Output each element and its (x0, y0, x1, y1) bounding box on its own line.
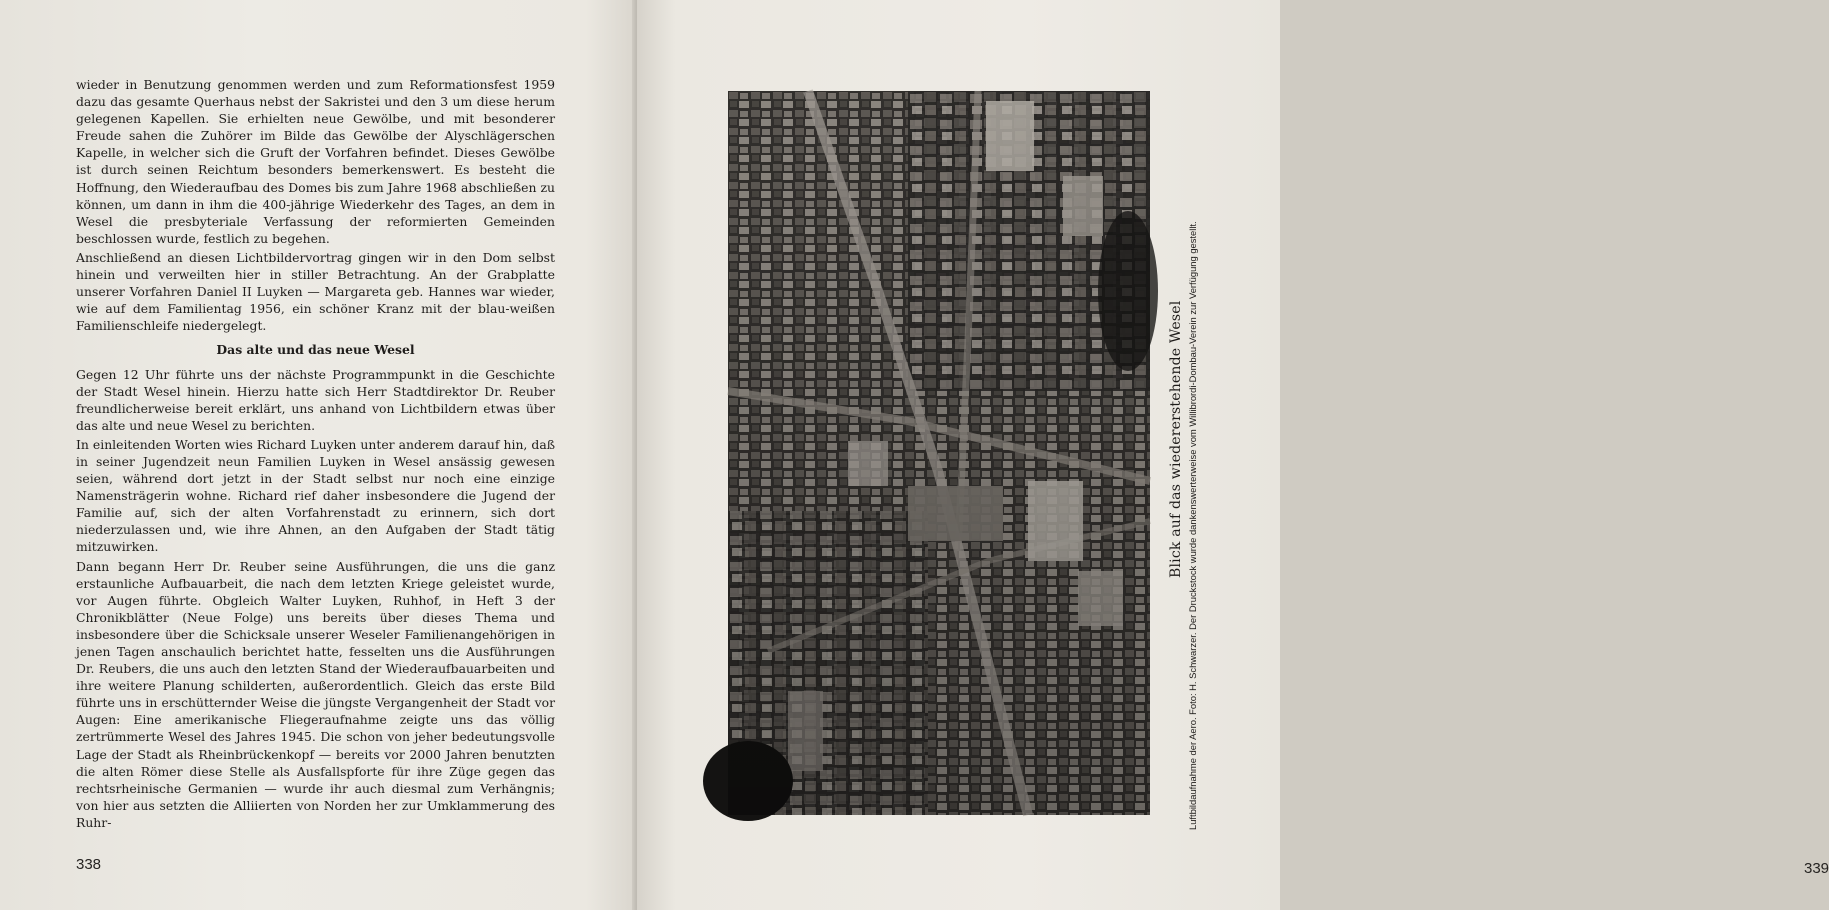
left-page (0, 0, 637, 910)
paragraph-introduction: In einleitenden Worten wies Richard Luyken unter anderem darauf hin, daß in seiner Jugendzeit neun Familien Luyken in Wesel ansässig gewesen seien, während dort jetzt in der Stadt selbst nur noch eine einzige Namensträgerin wohne. Richard rief daher insbesondere die Jugend der Familie auf, sich der alten Vorfahrenstadt zu erinnern, sich dort niederzulassen und, wie ihre Ahnen, an den Aufgaben der Stadt tätig mitzuwirken. (76, 436, 555, 555)
left-page-text (76, 76, 555, 833)
caption-credit-line2: Der Druckstock wurde dankenswerterweise vom Willibrordi-Dombau-Verein zur Verfügung gestellt. (1187, 221, 1198, 630)
section-heading: Das alte und das neue Wesel (216, 342, 415, 358)
caption-credit-line1: Luftbildaufnahme der Aero. Foto: H. Schwarzer. (1187, 632, 1198, 830)
page-number-right: 339 (1804, 860, 1829, 877)
paragraph-dom-visit: Anschließend an diesen Lichtbildervortrag gingen wir in den Dom selbst hinein und verweilten hier in stiller Betrachtung. An der Grabplatte unserer Vorfahren Daniel II Luyken — Margareta geb. Hannes war wieder, wie auf dem Familientag 1956, ein schöner Kranz mit der blau-weißen Familienschleife niedergelegt. (76, 249, 555, 334)
paragraph-reuber: Dann begann Herr Dr. Reuber seine Ausführungen, die uns die ganz erstaunliche Aufbauarbeit, die nach dem letzten Kriege geleistet wurde, vor Augen führte. Obgleich Walter Luyken, Ruhhof, in Heft 3 der Chronikblätter (Neue Folge) uns bereits über dieses Thema und insbesondere über die Schicksale unserer Weseler Familienangehörigen in jenen Tagen anschaulich berichtet hatte, fesselten uns die Ausführungen Dr. Reubers, die uns auch den letzten Stand der Wiederaufbauarbeiten und ihre weitere Planung schilderten, außerordentlich. Gleich das erste Bild führte uns in erschütternder Weise die jüngste Vergangenheit der Stadt vor Augen: Eine amerikanische Fliegeraufnahme zeigte uns das völlig zertrümmerte Wesel des Jahres 1945. Die schon von jeher bedeutungsvolle Lage der Stadt als Rheinbrückenkopf — bereits vor 2000 Jahren benutzten die alten Römer diese Stelle als Ausfallspforte für ihre Züge gegen das rechtsrheinische Germanien — wurde ihr auch diesmal zum Verhängnis; von hier aus setzten die Alliierten von Norden her zur Umklammerung des Ruhr- (76, 558, 555, 830)
caption-title: Blick auf das wiedererstehende Wesel (1168, 300, 1184, 578)
photo-caption (1160, 90, 1220, 830)
aerial-photo-wesel (728, 91, 1150, 815)
paragraph-querhaus: wieder in Benutzung genommen werden und zum Reformationsfest 1959 dazu das gesamte Querhaus nebst der Sakristei und den 3 um diese herum gelegenen Kapellen. Sie erhielten neue Gewölbe, und mit besonderer Freude sahen die Zuhörer im Bilde das Gewölbe der Alyschlägerschen Kapelle, in welcher sich die Gruft der Vorfahren befindet. Dieses Gewölbe ist durch seinen Reichtum besonders bemerkenswert. Es besteht die Hoffnung, den Wiederaufbau des Domes bis zum Jahre 1968 abschließen zu können, um dann in ihm die 400-jährige Wiederkehr des Tages, an dem in Wesel die presbyteriale Verfassung der reformierten Gemeinden beschlossen wurde, festlich zu begehen. (76, 77, 555, 246)
paragraph-program: Gegen 12 Uhr führte uns der nächste Programmpunkt in die Geschichte der Stadt Wesel hinein. Hierzu hatte sich Herr Stadtdirektor Dr. Reuber freundlicherweise bereit erklärt, uns anhand von Lichtbildern etwas über das alte und neue Wesel zu berichten. (76, 366, 555, 433)
page-number-left: 338 (76, 856, 102, 873)
aerial-photo-drawing (728, 91, 1150, 815)
caption-credit (1186, 221, 1200, 830)
